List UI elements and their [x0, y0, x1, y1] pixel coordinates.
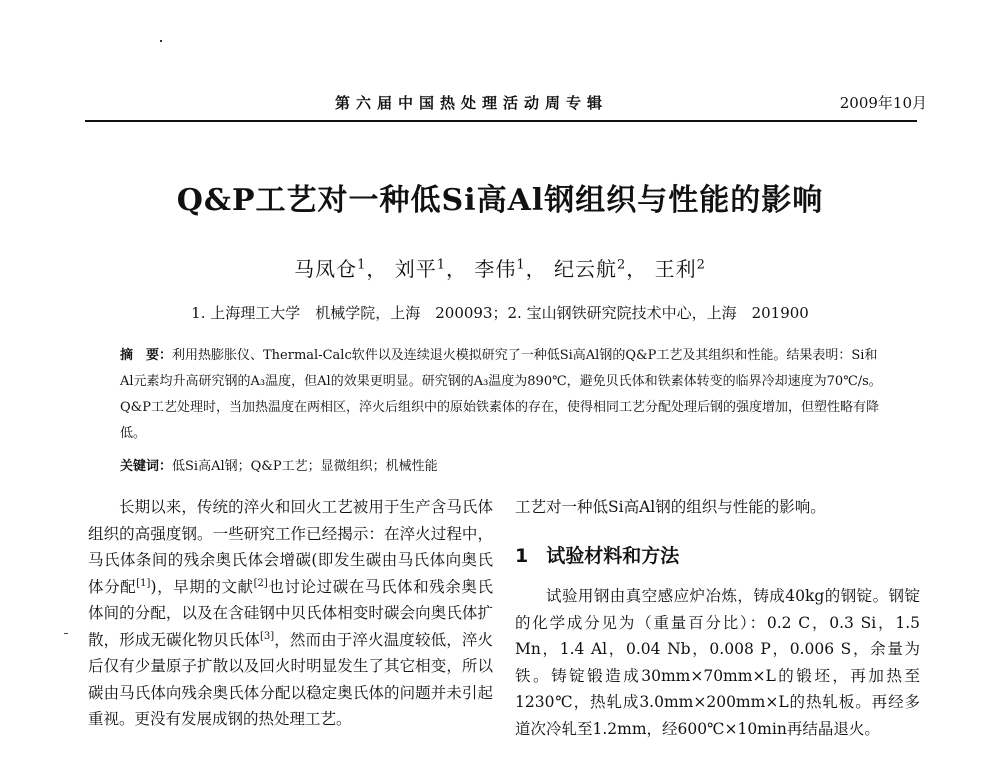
abstract — [120, 343, 890, 447]
text-run: 也讨论过碳在马氏体和残余奥氏体间的分配，以及在含硅钢中贝氏体相变时碳会向奥氏体扩散，形成无碳化物贝氏体 — [88, 577, 493, 649]
citation[interactable]: [2] — [253, 577, 268, 589]
citation[interactable]: [1] — [136, 577, 151, 589]
author-name: 马凤仓 — [294, 257, 358, 281]
issue-date: 2009年10月 — [839, 94, 927, 112]
author-name: 李伟 — [474, 257, 517, 281]
journal-name: 第六届中国热处理活动周专辑 — [335, 94, 609, 112]
author-affiliation-mark: 1 — [357, 257, 367, 273]
author-name: 刘平 — [394, 257, 437, 281]
body-column-left — [88, 494, 493, 733]
running-header — [85, 92, 935, 118]
author-list: 马凤仓$^1$， 刘平$^1$， 李伟$^1$， 纪云航$^2$， 王利$^2$ — [294, 257, 706, 281]
section-title: 试验材料和方法 — [546, 544, 680, 567]
keywords-text: 低Si高Al钢；Q&P工艺；显微组织；机械性能 — [172, 459, 438, 474]
body-paragraph — [88, 494, 493, 733]
keywords-label: 关键词： — [120, 459, 173, 474]
author-name: 纪云航 — [554, 257, 617, 281]
header-rule — [85, 120, 917, 122]
author-affiliation-mark: 2 — [696, 257, 706, 273]
keywords — [120, 455, 890, 474]
section-number: 1 — [515, 544, 529, 567]
body-paragraph: 试验用钢由真空感应炉冶炼，铸成40kg的钢锭。钢锭的化学成分见为（重量百分比）：0.2 C，0.3 Si，1.5 Mn，1.4 Al，0.04 Nb，0.008 P，0.006 S，余量为铁。铸锭锻造成30mm×70mm×L的锻坯，再加热至1230℃，热轧成3.0mm×200mm×L的热轧板。再经多道次冷轧至1.2mm，经600℃×10min再结晶退火。 — [515, 587, 920, 738]
author-name: 王利 — [654, 257, 697, 281]
text-run: 长期以来，传统的淬火和回火工艺被用于生产含马氏体组织的高强度钢。一些研究工作已经揭示：在淬火过程中，马氏体条间的残余奥氏体会增碳(即发生碳由马氏体向奥氏体分配 — [88, 498, 493, 596]
author-affiliation-mark: 2 — [617, 257, 627, 273]
speck — [64, 633, 68, 634]
abstract-label: 摘 要： — [120, 348, 173, 363]
author-affiliation-mark: 1 — [516, 257, 526, 273]
body-column-right — [515, 494, 920, 742]
author-affiliation-mark: 1 — [436, 257, 446, 273]
abstract-text: 利用热膨胀仪、Thermal-Calc软件以及连续退火模拟研究了一种低Si高Al钢的Q&P工艺及其组织和性能。结果表明：Si和Al元素均升高研究钢的A₃温度，但Al的效果更明显。研究钢的A₃温度为890℃，避免贝氏体和铁素体转变的临界冷却速度为70℃/s。Q&P工艺处理时，当加热温度在两相区，淬火后组织中的原始铁素体的存在，使得相同工艺分配处理后钢的强度增加，但塑性略有降低。 — [120, 348, 882, 441]
section-heading — [515, 543, 920, 570]
text-run: ，然而由于淬火温度较低，淬火后仅有少量原子扩散以及回火时明显发生了其它相变，所以碳由马氏体向残余奥氏体分配以稳定奥氏体的问题并未引起重视。更没有发展成钢的热处理工艺。 — [88, 630, 493, 728]
speck — [160, 40, 162, 42]
body-paragraph: 工艺对一种低Si高Al钢的组织与性能的影响。 — [515, 498, 826, 516]
affiliations: 1. 上海理工大学 机械学院，上海 200093；2. 宝山钢铁研究院技术中心，上海 201900 — [191, 304, 809, 322]
citation[interactable]: [3] — [259, 630, 275, 642]
text-run: )，早期的文献 — [150, 577, 254, 596]
paper-title: Q&P工艺对一种低Si高Al钢组织与性能的影响 — [176, 183, 824, 218]
